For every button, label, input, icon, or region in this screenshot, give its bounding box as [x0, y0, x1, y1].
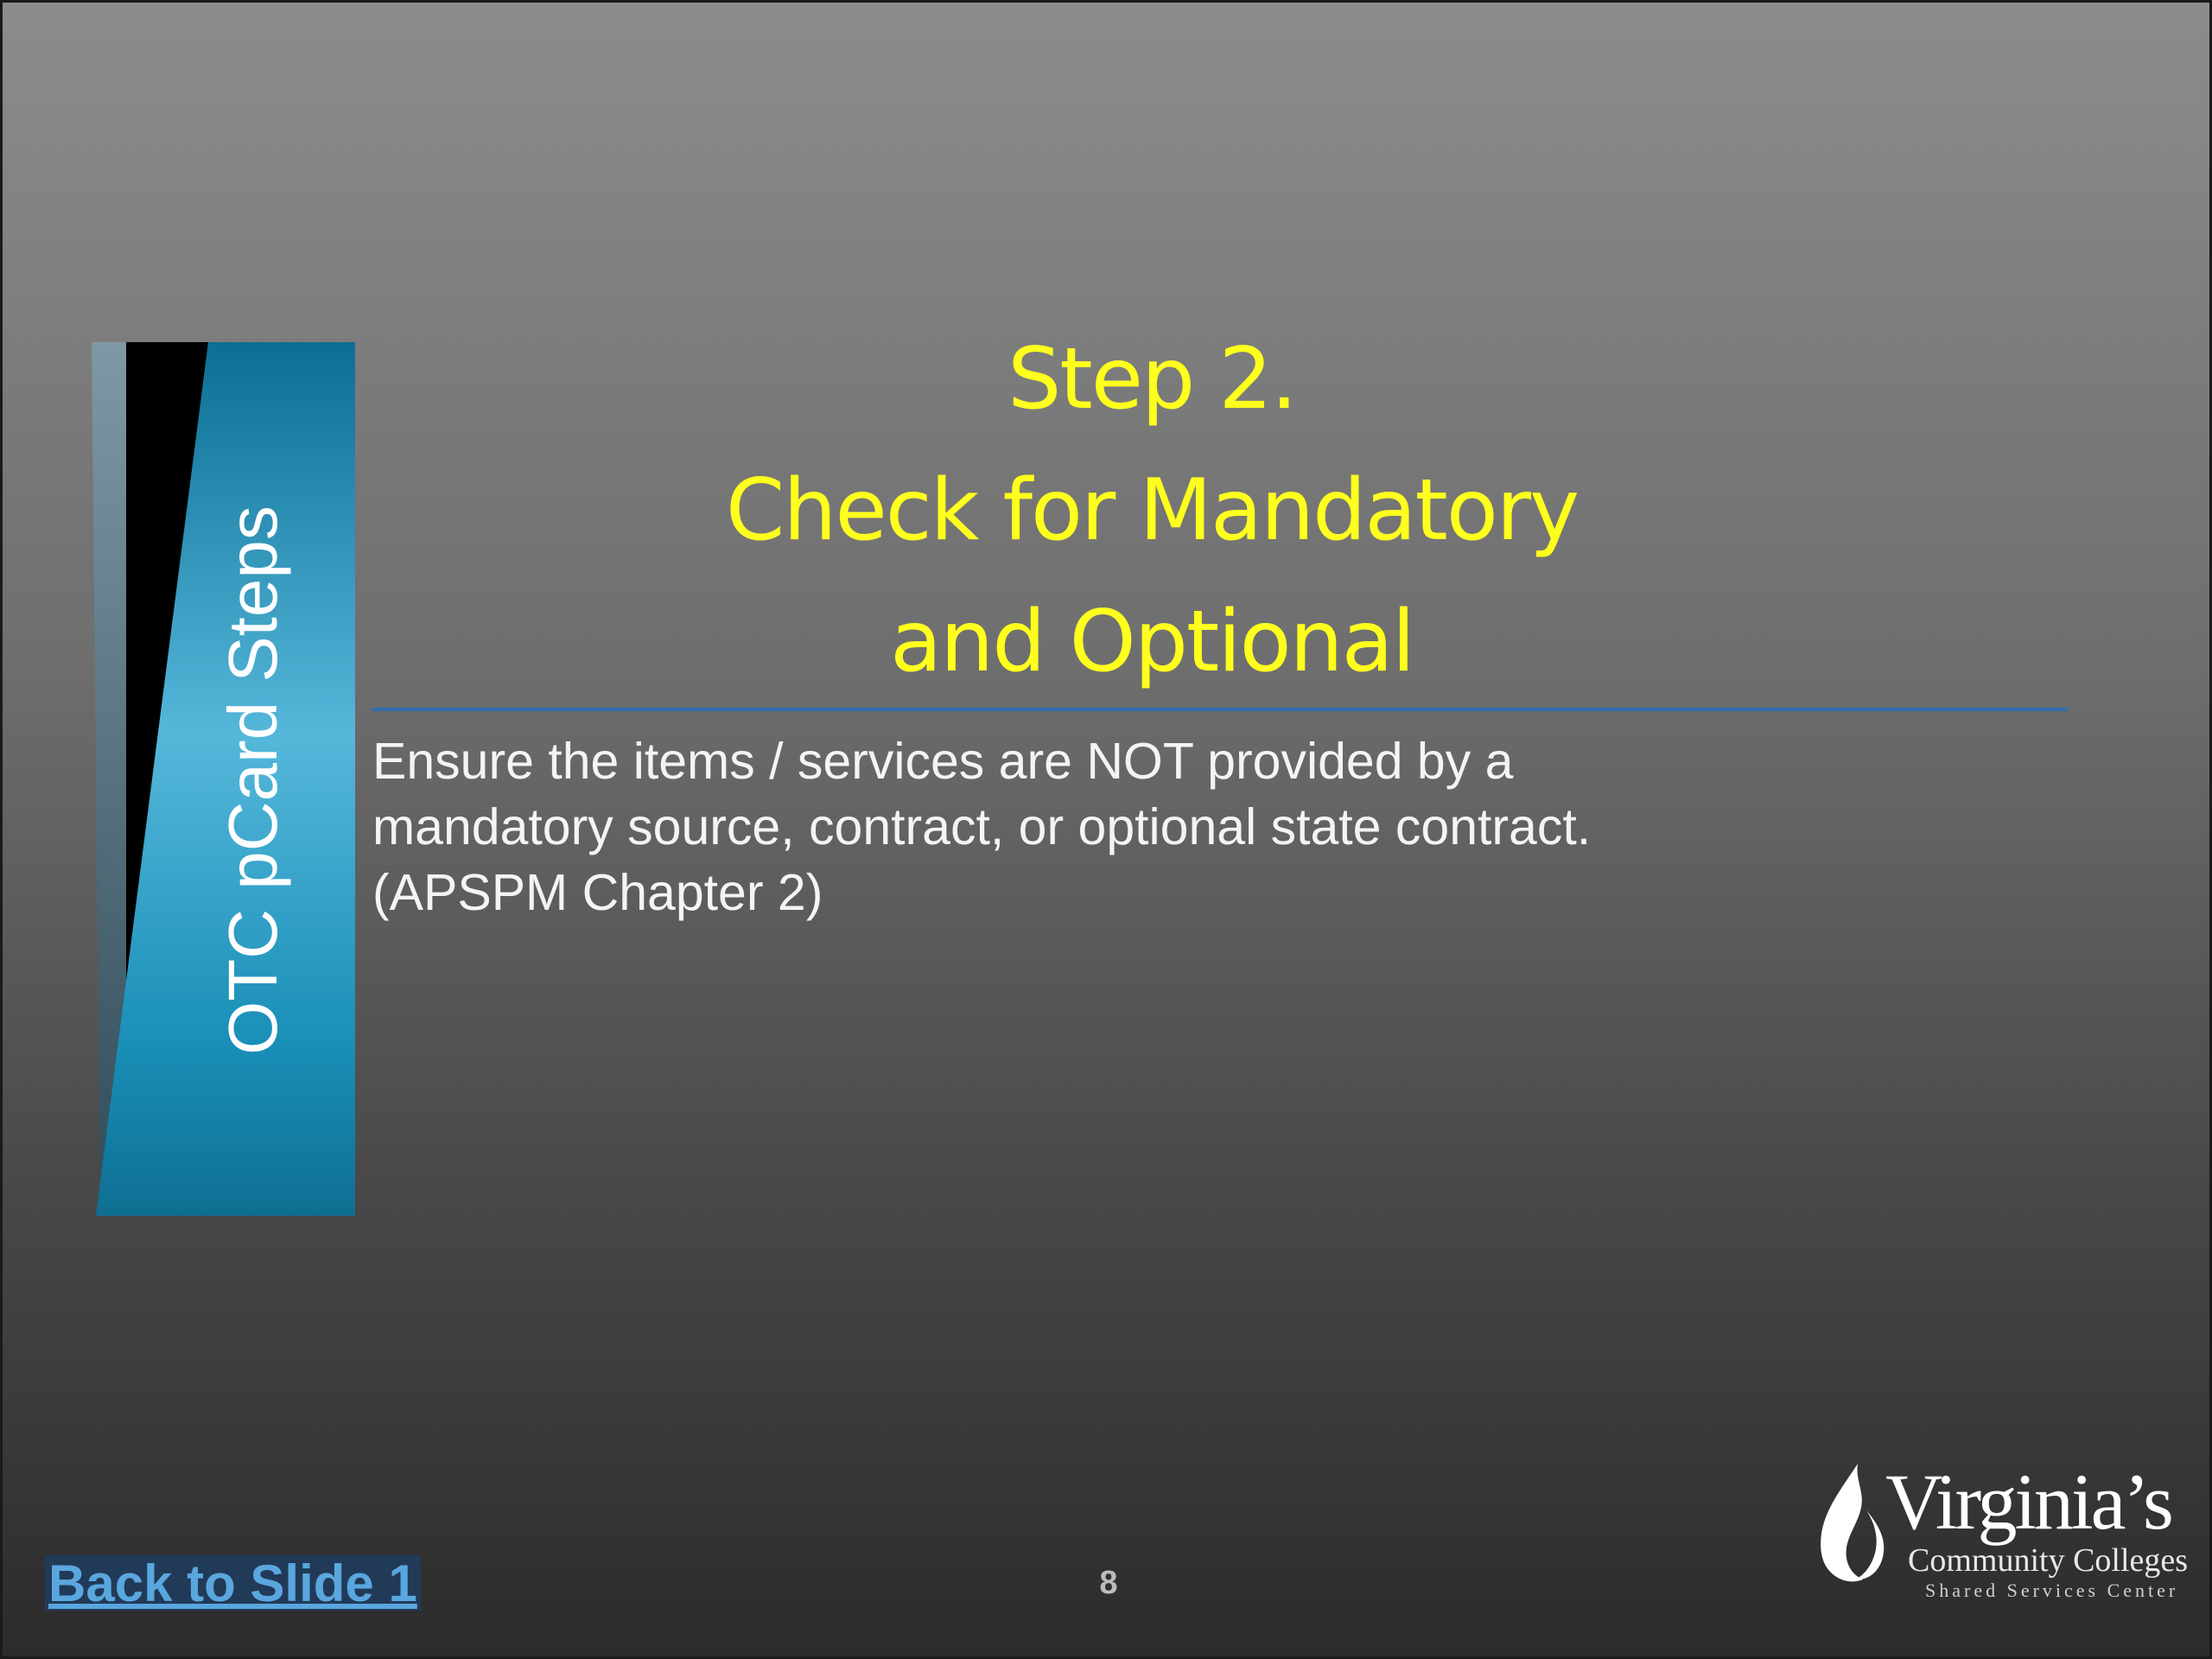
- title-divider: [372, 708, 2068, 711]
- vccs-logo: Virginia’s Community Colleges Shared Services Center: [1813, 1459, 2193, 1605]
- slide: OTC pCard Steps Step 2. Check for Mandatory and Optional Ensure the items / services are NOT provided by a mandatory source, contract, or optional state contract. (APSPM Chapter 2) Back to Slide 1 8 Virginia’s Community Colleges Shared Services Center: [0, 0, 2212, 1659]
- back-to-slide-1-link[interactable]: Back to Slide 1: [45, 1555, 421, 1611]
- body-paragraph: Ensure the items / services are NOT provided by a mandatory source, contract, or optional state contract. (APSPM Chapter 2): [372, 733, 1592, 921]
- title-line-3: and Optional: [890, 593, 1414, 691]
- flame-icon: [1813, 1459, 1891, 1588]
- page-number: 8: [1099, 1565, 1118, 1601]
- slide-title: [504, 314, 1800, 708]
- title-line-2: Check for Mandatory: [725, 461, 1579, 560]
- title-line-1: Step 2.: [1007, 330, 1296, 429]
